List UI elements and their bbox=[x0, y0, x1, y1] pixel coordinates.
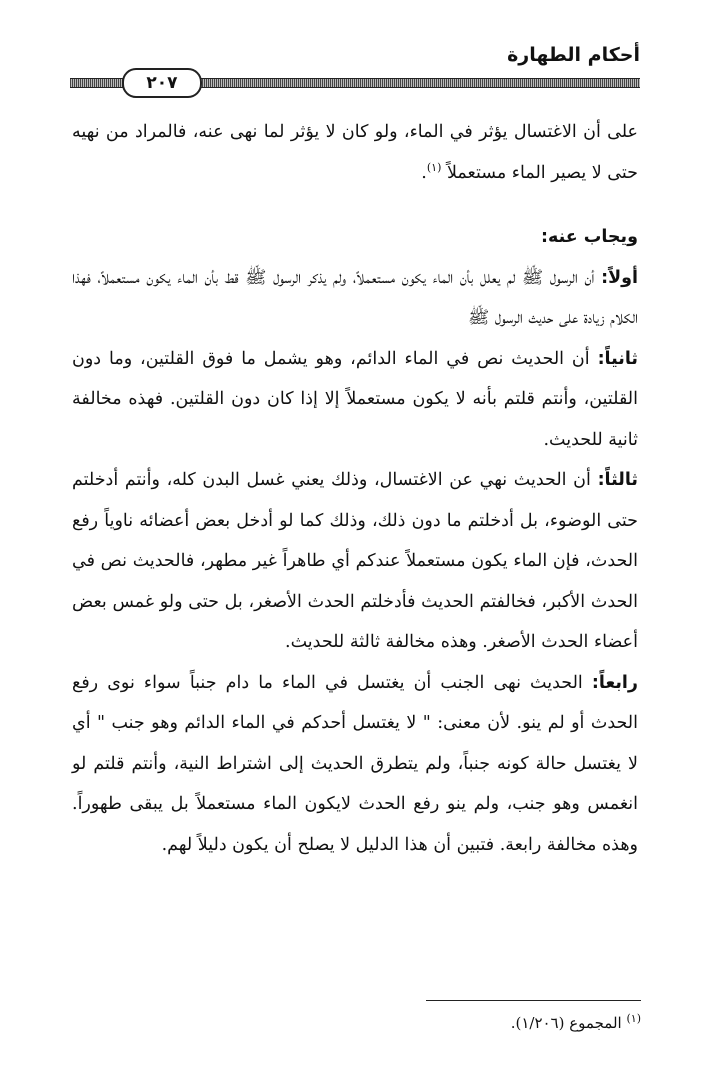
point-3 bbox=[72, 460, 638, 663]
footnote-divider bbox=[426, 1000, 641, 1001]
point-1-lead: أولاً: bbox=[601, 267, 638, 288]
intro-end: . bbox=[421, 162, 427, 183]
intro-text: على أن الاغتسال يؤثر في الماء، ولو كان لا يؤثر لما نهى عنه، فالمراد من نهيه حتى لا يصير الماء مستعملاً bbox=[72, 122, 638, 183]
point-2-lead: ثانياً: bbox=[597, 348, 638, 369]
page-header bbox=[70, 44, 640, 98]
point-4 bbox=[72, 663, 638, 866]
footnote-text: المجموع (١/٢٠٦). bbox=[510, 1014, 622, 1032]
point-1-text: أن الرسول ﷺ لم يعلل بأن الماء يكون مستعملاً، ولم يذكر الرسول ﷺ قط بأن الماء يكون مستعملاً، فهذا الكلام زيادة على حديث الرسول ﷺ bbox=[72, 267, 638, 328]
response-heading: ويجاب عنه: bbox=[540, 227, 638, 247]
point-4-lead: رابعاً: bbox=[591, 672, 638, 693]
point-2 bbox=[72, 339, 638, 461]
book-title: أحكام الطهارة bbox=[507, 44, 640, 66]
point-1 bbox=[72, 258, 638, 339]
point-2-text: أن الحديث نص في الماء الدائم، وهو يشمل ما فوق القلتين، وما دون القلتين، وأنتم قلتم بأنه لا يكون مستعملاً إلا إذا كان دون القلتين. فهذه مخالفة ثانية للحديث. bbox=[72, 348, 638, 450]
point-3-lead: ثالثاً: bbox=[597, 470, 638, 490]
footnote-reference[interactable]: (١) bbox=[426, 160, 442, 174]
intro-paragraph bbox=[72, 112, 638, 193]
point-3-text: أن الحديث نهي عن الاغتسال، وذلك يعني غسل البدن كله، وأنتم أدخلتم حتى الوضوء، بل أدخلتم ما دون ذلك، وذلك كما لو أدخل بعض أعضائه ناوياً رفع الحدث، فإن الماء يكون مستعملاً عندكم أي طاهراً غير مطهر، فالحديث نص في الحدث الأكبر، فخالفتم الحديث فأدخلتم الحدث الأصغر، بل حتى ولو غمس بعض أعضاء الحدث الأصغر. وهذه مخالفة ثالثة للحديث. bbox=[72, 470, 638, 652]
page-number: ٢٠٧ bbox=[122, 68, 202, 98]
point-4-text: الحديث نهى الجنب أن يغتسل في الماء ما دام جنباً سواء نوى رفع الحدث أو لم ينو. لأن معنى: " لا يغتسل أحدكم في الماء الدائم وهو جنب " أي لا يغتسل حالة كونه جنباً، ولم يتطرق الحديث إلى اشتراط النية، وأنتم قلتم لو انغمس وهو جنب، ولم ينو رفع الحدث لايكون الماء مستعملاً بل يبقى طهوراً. وهذه مخالفة رابعة. فتبين أن هذا الدليل لا يصلح أن يكون دليلاً لهم. bbox=[72, 672, 638, 855]
footnote bbox=[511, 1014, 641, 1032]
body-text bbox=[72, 112, 638, 865]
footnote-marker: (١) bbox=[626, 1012, 641, 1025]
